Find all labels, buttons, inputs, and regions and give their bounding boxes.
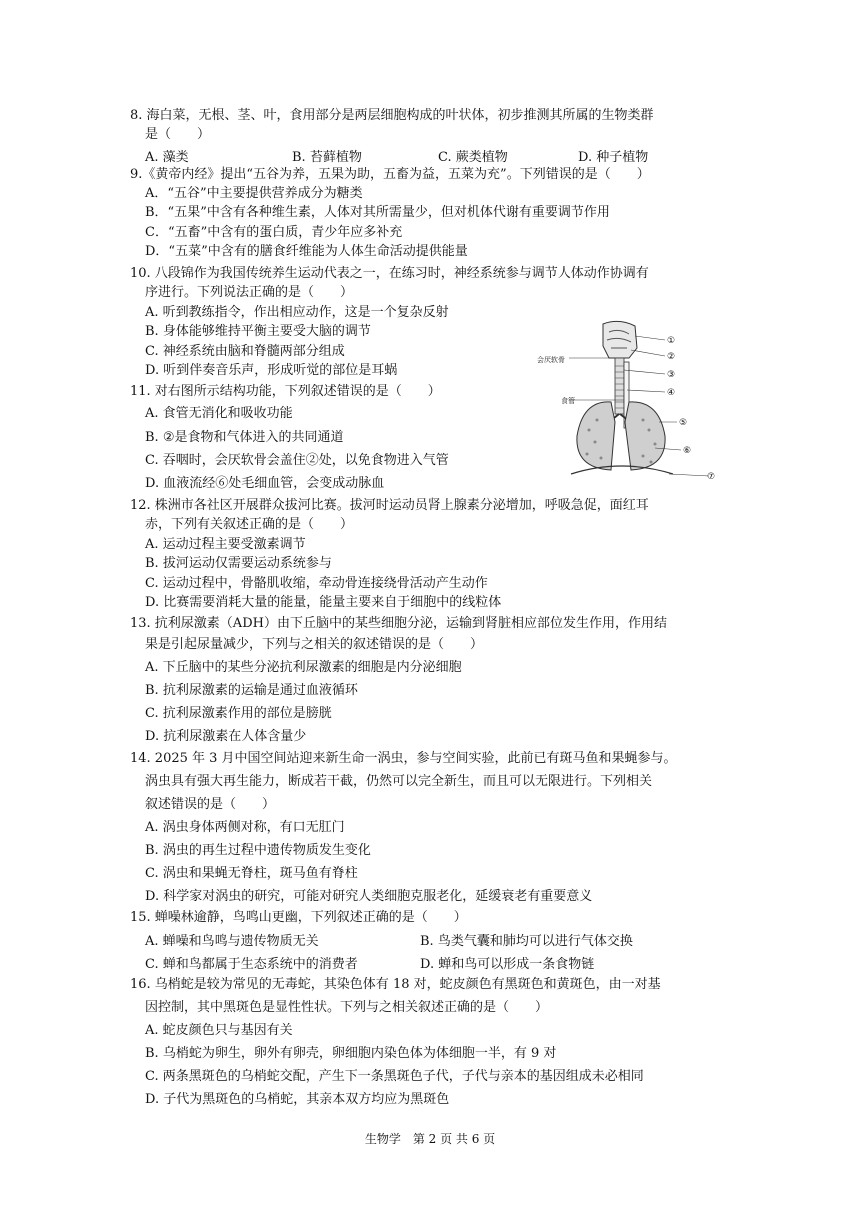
q10-stem-line2: 序进行。下列说法正确的是（ ） (145, 285, 354, 300)
q16-option-a: A. 蛇皮颜色只与基因有关 (145, 1023, 293, 1038)
q14-option-c: C. 涡虫和果蝇无脊柱，斑马鱼有脊柱 (145, 866, 358, 881)
q9-option-b: B．“五果”中含有各种维生素，人体对其所需量少，但对机体代谢有重要调节作用 (145, 205, 610, 220)
label-epiglottis: 会厌软骨 (537, 356, 565, 364)
q14-stem-line1: 14. 2025 年 3 月中国空间站迎来新生命一涡虫，参与空间实验，此前已有斑马鱼和果蝇参与。 (130, 751, 677, 766)
q14-option-d: D. 科学家对涡虫的研究，可能对研究人类细胞克服老化，延缓衰老有重要意义 (145, 889, 593, 904)
figure-number-1: ① (667, 336, 676, 346)
q11-option-d: D. 血液流经⑥处毛细血管，会变成动脉血 (145, 476, 385, 491)
figure-number-6: ⑥ (683, 446, 692, 456)
q11-option-a: A. 食管无消化和吸收功能 (145, 406, 293, 421)
figure-number-2: ② (667, 352, 676, 362)
figure-number-7: ⑦ (707, 472, 716, 482)
q14-option-a: A. 涡虫身体两侧对称，有口无肛门 (145, 820, 345, 835)
q10-stem-line1: 10. 八段锦作为我国传统养生运动代表之一，在练习时，神经系统参与调节人体动作协调有 (130, 266, 649, 281)
q14-stem-line3: 叙述错误的是（ ） (145, 797, 276, 812)
q15-stem: 15. 蝉噪林逾静，鸟鸣山更幽，下列叙述正确的是（ ） (130, 910, 467, 925)
q13-option-a: A. 下丘脑中的某些分泌抗利尿激素的细胞是内分泌细胞 (145, 660, 462, 675)
q16-stem-line1: 16. 乌梢蛇是较为常见的无毒蛇，其染色体有 18 对，蛇皮颜色有黑斑色和黄斑色，由一对基 (130, 977, 661, 992)
q8-stem-line1: 8. 海白菜，无根、茎、叶，食用部分是两层细胞构成的叶状体，初步推测其所属的生物类群 (130, 108, 654, 123)
q8-option-d: D. 种子植物 (578, 150, 649, 165)
q15-option-c: C. 蝉和鸟都属于生态系统中的消费者 (145, 957, 358, 972)
q11-stem: 11. 对右图所示结构功能，下列叙述错误的是（ ） (130, 384, 441, 399)
q10-option-d: D. 听到伴奏音乐声，形成听觉的部位是耳蜗 (145, 363, 398, 378)
q12-option-c: C. 运动过程中，骨骼肌收缩，牵动骨连接绕骨活动产生动作 (145, 576, 488, 591)
q13-stem-line2: 果是引起尿量减少，下列与之相关的叙述错误的是（ ） (145, 637, 484, 652)
q13-stem-line1: 13. 抗利尿激素（ADH）由下丘脑中的某些细胞分泌，运输到肾脏相应部位发生作用，作用结 (130, 616, 667, 631)
q12-option-b: B. 拔河运动仅需要运动系统参与 (145, 556, 332, 571)
q16-option-b: B. 乌梢蛇为卵生，卵外有卵壳，卵细胞内染色体为体细胞一半，有 9 对 (145, 1046, 557, 1061)
q14-stem-line2: 涡虫具有强大再生能力，断成若干截，仍然可以完全新生，而且可以无限进行。下列相关 (145, 774, 653, 789)
q10-option-a: A. 听到教练指令，作出相应动作，这是一个复杂反射 (145, 305, 449, 320)
q14-option-b: B. 涡虫的再生过程中遗传物质发生变化 (145, 843, 371, 858)
q9-stem: 9.《黄帝内经》提出“五谷为养，五果为助，五畜为益，五菜为充”。下列错误的是（ ） (130, 167, 650, 182)
q12-option-d: D. 比赛需要消耗大量的能量，能量主要来自于细胞中的线粒体 (145, 595, 502, 610)
respiratory-diagram (531, 318, 716, 486)
page-footer: 生物学 第 2 页 共 6 页 (364, 1132, 496, 1146)
q12-option-a: A. 运动过程主要受激素调节 (145, 537, 306, 552)
q12-stem-line1: 12. 株洲市各社区开展群众拔河比赛。拔河时运动员肾上腺素分泌增加，呼吸急促，面红耳 (130, 498, 649, 513)
q13-option-d: D. 抗利尿激素在人体含量少 (145, 729, 307, 744)
q13-option-b: B. 抗利尿激素的运输是通过血液循环 (145, 683, 358, 698)
q16-option-d: D. 子代为黑斑色的乌梢蛇，其亲本双方均应为黑斑色 (145, 1092, 450, 1107)
q11-option-b: B. ②是食物和气体进入的共同通道 (145, 430, 344, 445)
q8-option-c: C. 蕨类植物 (438, 150, 508, 165)
q10-option-c: C. 神经系统由脑和脊髓两部分组成 (145, 344, 345, 359)
q8-stem-line2: 是（ ） (145, 127, 211, 142)
q9-option-d: D．“五菜”中含有的膳食纤维能为人体生命活动提供能量 (145, 244, 468, 259)
label-esophagus: 食管 (561, 397, 575, 405)
q15-option-a: A. 蝉噪和鸟鸣与遗传物质无关 (145, 934, 319, 949)
q8-option-b: B. 苔藓植物 (292, 150, 362, 165)
q12-stem-line2: 赤，下列有关叙述正确的是（ ） (145, 517, 354, 532)
q13-option-c: C. 抗利尿激素作用的部位是膀胱 (145, 706, 332, 721)
respiratory-system-figure (531, 318, 716, 486)
q11-option-c: C. 吞咽时，会厌软骨会盖住②处，以免食物进入气管 (145, 453, 449, 468)
figure-number-3: ③ (667, 370, 676, 380)
figure-number-4: ④ (667, 388, 676, 398)
q15-option-b: B. 鸟类气囊和肺均可以进行气体交换 (420, 934, 633, 949)
q16-stem-line2: 因控制，其中黑斑色是显性性状。下列与之相关叙述正确的是（ ） (145, 1000, 549, 1015)
q9-option-c: C．“五畜”中含有的蛋白质，青少年应多补充 (145, 225, 403, 240)
figure-number-5: ⑤ (679, 418, 688, 428)
q8-option-a: A. 藻类 (145, 150, 189, 165)
q9-option-a: A．“五谷”中主要提供营养成分为糖类 (145, 186, 363, 201)
q10-option-b: B. 身体能够维持平衡主要受大脑的调节 (145, 324, 371, 339)
q16-option-c: C. 两条黑斑色的乌梢蛇交配，产生下一条黑斑色子代，子代与亲本的基因组成未必相同 (145, 1069, 644, 1084)
q15-option-d: D. 蝉和鸟可以形成一条食物链 (420, 957, 595, 972)
